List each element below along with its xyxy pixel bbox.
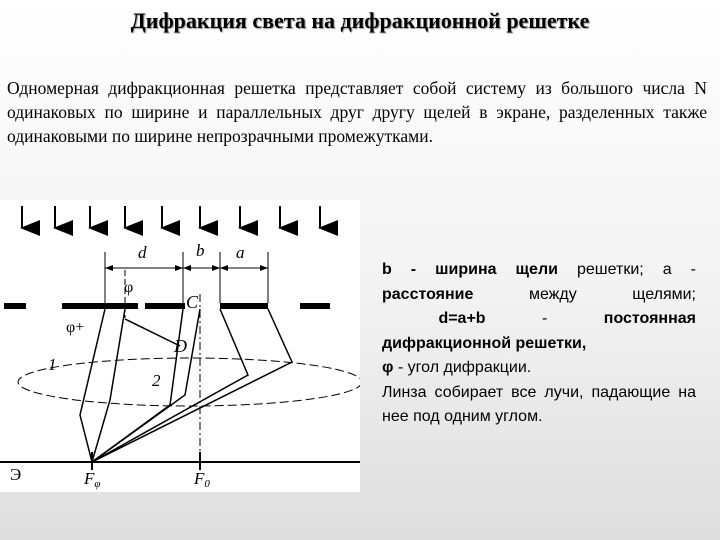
- caption-line-2: расстояние между щелями;: [382, 285, 696, 303]
- label-phi-alpha: φ+: [66, 319, 85, 336]
- label-f0: F0: [194, 469, 210, 490]
- intro-paragraph: Одномерная дифракционная решетка представляет собой систему из большого числа N одинаковых по ширине и параллельных друг другу щелей в экране, разделенных также одинаковыми по ширине непрозрачными промежутками.: [7, 78, 707, 146]
- diffraction-figure: [0, 200, 360, 492]
- caption-line-3: d=a+b - постоянная: [438, 310, 696, 327]
- label-b: b: [196, 241, 205, 260]
- caption-text: [382, 258, 696, 430]
- grating: [4, 303, 330, 309]
- caption-line-4: дифракционной решетки,: [382, 334, 587, 352]
- diffracted-rays: [80, 309, 292, 462]
- caption-line-5: φ - угол дифракции.: [382, 359, 532, 376]
- slide-title: Дифракция света на дифракционной решетке: [130, 8, 590, 33]
- label-d-point: D: [174, 336, 187, 356]
- label-screen: Э: [10, 465, 22, 484]
- label-ray-2: 2: [152, 371, 161, 390]
- caption-line-6: Линза собирает все лучи, падающие на нее под одним углом.: [382, 383, 696, 425]
- incident-rays: [22, 206, 320, 228]
- lens: [18, 358, 360, 406]
- label-ray-1: 1: [48, 355, 57, 374]
- label-f-phi: Fφ: [84, 469, 101, 490]
- label-d: d: [138, 243, 147, 262]
- label-phi: φ: [124, 279, 134, 296]
- label-c: C: [186, 292, 199, 312]
- label-a: a: [236, 243, 245, 262]
- caption-line-1: b - ширина щели решетки; а -: [382, 261, 696, 278]
- diffraction-diagram: [0, 200, 360, 492]
